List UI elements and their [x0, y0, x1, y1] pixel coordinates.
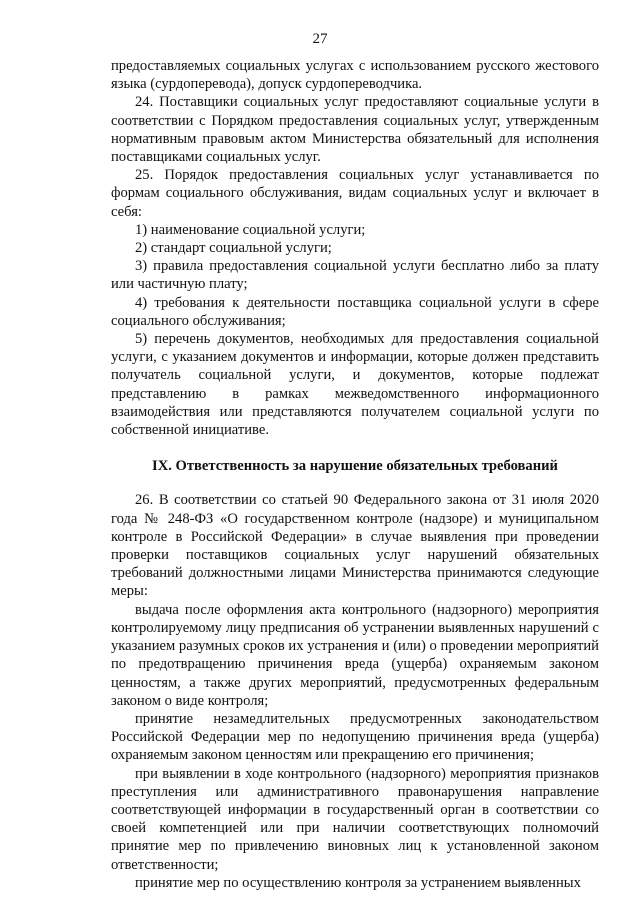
paragraph-25: 25. Порядок предоставления социальных услуг устанавливается по формам социального обслуживания, видам социальных услуг и включает в себя:	[111, 167, 599, 220]
list-item-1: 1) наименование социальной услуги;	[135, 221, 366, 238]
list-item-2: 2) стандарт социальной услуги;	[135, 240, 332, 257]
measure-item-3: при выявлении в ходе контрольного (надзорного) мероприятия признаков преступления или административного правонарушения направление соответствующей информации в государственный орган в соответствии со своей компетенцией или при наличии соответствующих полномочий принятие мер по привлечению виновных лиц к установленной законом ответственности;	[111, 765, 599, 873]
list-item-3: 3) правила предоставления социальной услуги бесплатно либо за плату или частичную плату;	[111, 258, 599, 293]
list-item-5: 5) перечень документов, необходимых для предоставления социальной услуги, с указанием документов и информации, которые должен представить получатель социальной услуги, и документов, которые подлежат представлению в рамках межведомственного информационного взаимодействия или представляются получателем социальной услуги по собственной инициативе.	[111, 331, 599, 439]
page-number: 27	[312, 31, 328, 47]
page-content	[111, 57, 599, 892]
paragraph-26: 26. В соответствии со статьей 90 Федерального закона от 31 июля 2020 года № 248-ФЗ «О государственном контроле (надзоре) и муниципальном контроле в Российской Федерации» в случае выявления при проведении проверки поставщиков социальных услуг нарушений обязательных требований должностными лицами Министерства принимаются следующие меры:	[111, 492, 599, 600]
measure-item-1: выдача после оформления акта контрольного (надзорного) мероприятия контролируемому лицу предписания об устранении выявленных нарушений с указанием разумных сроков их устранения и (или) о проведении мероприятий по предотвращению причинения вреда (ущерба) охраняемым законом ценностям, а также других мероприятий, предусмотренных федеральным законом о виде контроля;	[111, 601, 599, 709]
measure-item-2: принятие незамедлительных предусмотренных законодательством Российской Федерации мер по недопущению причинения вреда (ущерба) охраняемым законом ценностям или прекращению его причинения;	[111, 710, 599, 764]
paragraph-24: 24. Поставщики социальных услуг предоставляют социальные услуги в соответствии с Порядком предоставления социальных услуг, утвержденным нормативным правовым актом Министерства обязательный для исполнения поставщиками социальных услуг.	[111, 94, 599, 166]
list-item-4: 4) требования к деятельности поставщика социальной услуги в сфере социального обслуживания;	[111, 294, 599, 329]
section-heading: IX. Ответственность за нарушение обязательных требований	[152, 458, 558, 475]
measure-item-4: принятие мер по осуществлению контроля за устранением выявленных	[135, 874, 581, 891]
paragraph-continuation: предоставляемых социальных услугах с использованием русского жестового языка (сурдоперевода), допуск сурдопереводчика.	[111, 58, 599, 93]
